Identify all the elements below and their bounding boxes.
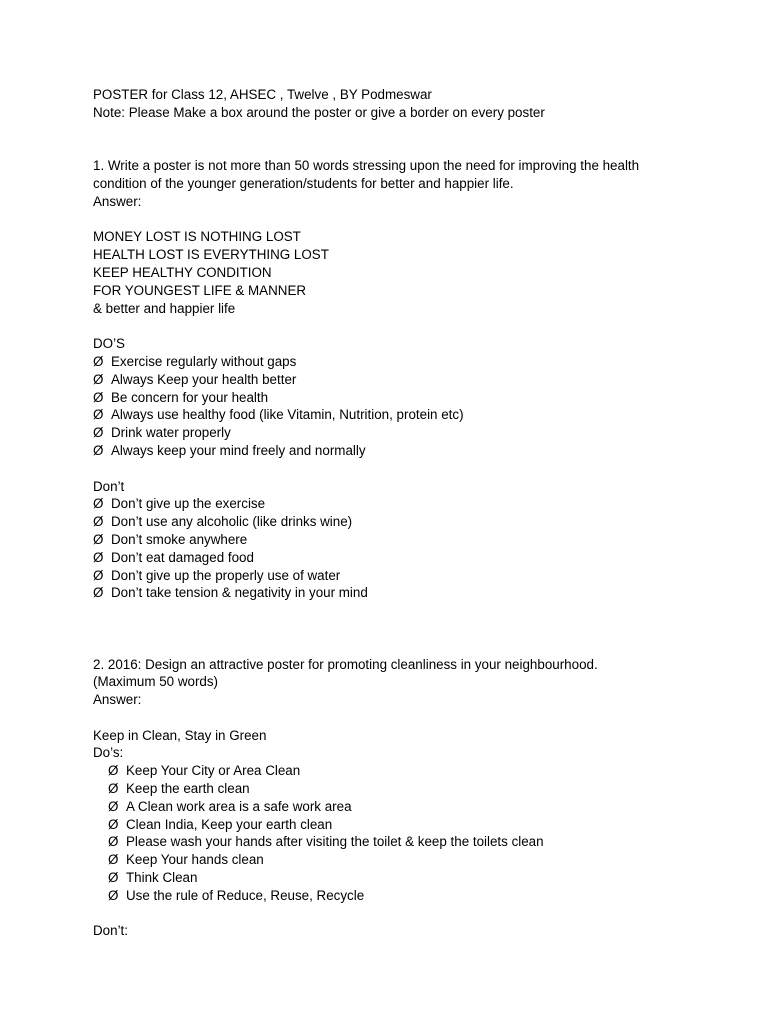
list-item: [108, 851, 733, 869]
bullet-icon: Ø: [93, 389, 104, 405]
list-item: [108, 762, 733, 780]
poster-slogan: Keep in Clean, Stay in Green: [93, 727, 267, 743]
list-item: [93, 531, 733, 549]
bullet-icon: Ø: [93, 514, 104, 530]
spacer: [93, 317, 733, 335]
list-item: [93, 495, 733, 513]
document-note: Note: Please Make a box around the poster or give a border on every poster: [93, 104, 545, 120]
bullet-icon: Ø: [93, 496, 104, 512]
bullet-icon: Ø: [93, 425, 104, 441]
list-item-text: Please wash your hands after visiting the toilet & keep the toilets clean: [126, 834, 544, 850]
slogan-line: & better and happier life: [93, 300, 236, 316]
donts-list: [93, 495, 733, 602]
bullet-icon: Ø: [93, 549, 104, 565]
list-item-text: Keep Your hands clean: [126, 852, 264, 868]
question-text: 1. Write a poster is not more than 50 words stressing upon the need for improving the health: [93, 158, 640, 174]
list-item-text: A Clean work area is a safe work area: [126, 798, 352, 814]
bullet-icon: Ø: [108, 852, 119, 868]
dos-list: [93, 353, 733, 460]
list-item-text: Clean India, Keep your earth clean: [126, 816, 333, 832]
dos-list: [93, 762, 733, 904]
bullet-icon: Ø: [108, 834, 119, 850]
question-text: (Maximum 50 words): [93, 674, 219, 690]
document-page: [93, 86, 733, 940]
question-text: 2. 2016: Design an attractive poster for promoting cleanliness in your neighbourhood.: [93, 656, 598, 672]
list-item-text: Drink water properly: [111, 425, 231, 441]
document-title: POSTER for Class 12, AHSEC , Twelve , BY Podmeswar: [93, 87, 432, 102]
poster-slogan: [93, 228, 733, 317]
list-item: [93, 371, 733, 389]
list-item: [93, 513, 733, 531]
list-item-text: Don’t use any alcoholic (like drinks wine): [111, 514, 353, 530]
bullet-icon: Ø: [93, 531, 104, 547]
list-item: [93, 389, 733, 407]
bullet-icon: Ø: [108, 870, 119, 886]
list-item-text: Always Keep your health better: [111, 371, 297, 387]
slogan-line: MONEY LOST IS NOTHING LOST: [93, 229, 301, 245]
bullet-icon: Ø: [108, 763, 119, 779]
spacer: [93, 460, 733, 478]
slogan-line: FOR YOUNGEST LIFE & MANNER: [93, 282, 307, 298]
bullet-icon: Ø: [93, 567, 104, 583]
slogan-line: HEALTH LOST IS EVERYTHING LOST: [93, 247, 329, 263]
list-item-text: Always keep your mind freely and normally: [111, 442, 366, 458]
list-item-text: Keep Your City or Area Clean: [126, 763, 301, 779]
list-item: [108, 833, 733, 851]
spacer: [93, 905, 733, 923]
list-item: [108, 816, 733, 834]
list-item: [93, 567, 733, 585]
answer-label: Answer:: [93, 692, 142, 708]
donts-heading: Don’t: [93, 478, 125, 494]
question-text: condition of the younger generation/students for better and happier life.: [93, 175, 514, 191]
spacer: [93, 709, 733, 727]
list-item-text: Don’t take tension & negativity in your mind: [111, 585, 368, 601]
dos-heading: Do’s:: [93, 745, 124, 761]
bullet-icon: Ø: [108, 887, 119, 903]
donts-heading: Don’t:: [93, 923, 128, 939]
dos-heading: DO’S: [93, 336, 125, 352]
list-item-text: Don’t smoke anywhere: [111, 531, 248, 547]
list-item: [108, 780, 733, 798]
list-item: [93, 406, 733, 424]
list-item-text: Keep the earth clean: [126, 781, 250, 797]
list-item: [93, 549, 733, 567]
list-item: [93, 442, 733, 460]
bullet-icon: Ø: [93, 353, 104, 369]
list-item: [93, 424, 733, 442]
list-item: [108, 869, 733, 887]
bullet-icon: Ø: [108, 798, 119, 814]
bullet-icon: Ø: [108, 781, 119, 797]
list-item: [108, 887, 733, 905]
list-item-text: Exercise regularly without gaps: [111, 353, 297, 369]
list-item-text: Think Clean: [126, 870, 198, 886]
list-item: [93, 353, 733, 371]
bullet-icon: Ø: [93, 407, 104, 423]
bullet-icon: Ø: [93, 371, 104, 387]
question-2: [93, 656, 733, 941]
slogan-line: KEEP HEALTHY CONDITION: [93, 264, 272, 280]
spacer: [93, 602, 733, 655]
list-item-text: Always use healthy food (like Vitamin, Nutrition, protein etc): [111, 407, 464, 423]
list-item-text: Use the rule of Reduce, Reuse, Recycle: [126, 887, 365, 903]
list-item: [108, 798, 733, 816]
list-item-text: Don’t give up the exercise: [111, 496, 266, 512]
bullet-icon: Ø: [108, 816, 119, 832]
bullet-icon: Ø: [93, 442, 104, 458]
list-item-text: Don’t eat damaged food: [111, 549, 254, 565]
answer-label: Answer:: [93, 193, 142, 209]
list-item-text: Don’t give up the properly use of water: [111, 567, 341, 583]
list-item: [93, 584, 733, 602]
spacer: [93, 122, 733, 158]
question-1: [93, 157, 733, 602]
spacer: [93, 211, 733, 229]
bullet-icon: Ø: [93, 585, 104, 601]
list-item-text: Be concern for your health: [111, 389, 269, 405]
